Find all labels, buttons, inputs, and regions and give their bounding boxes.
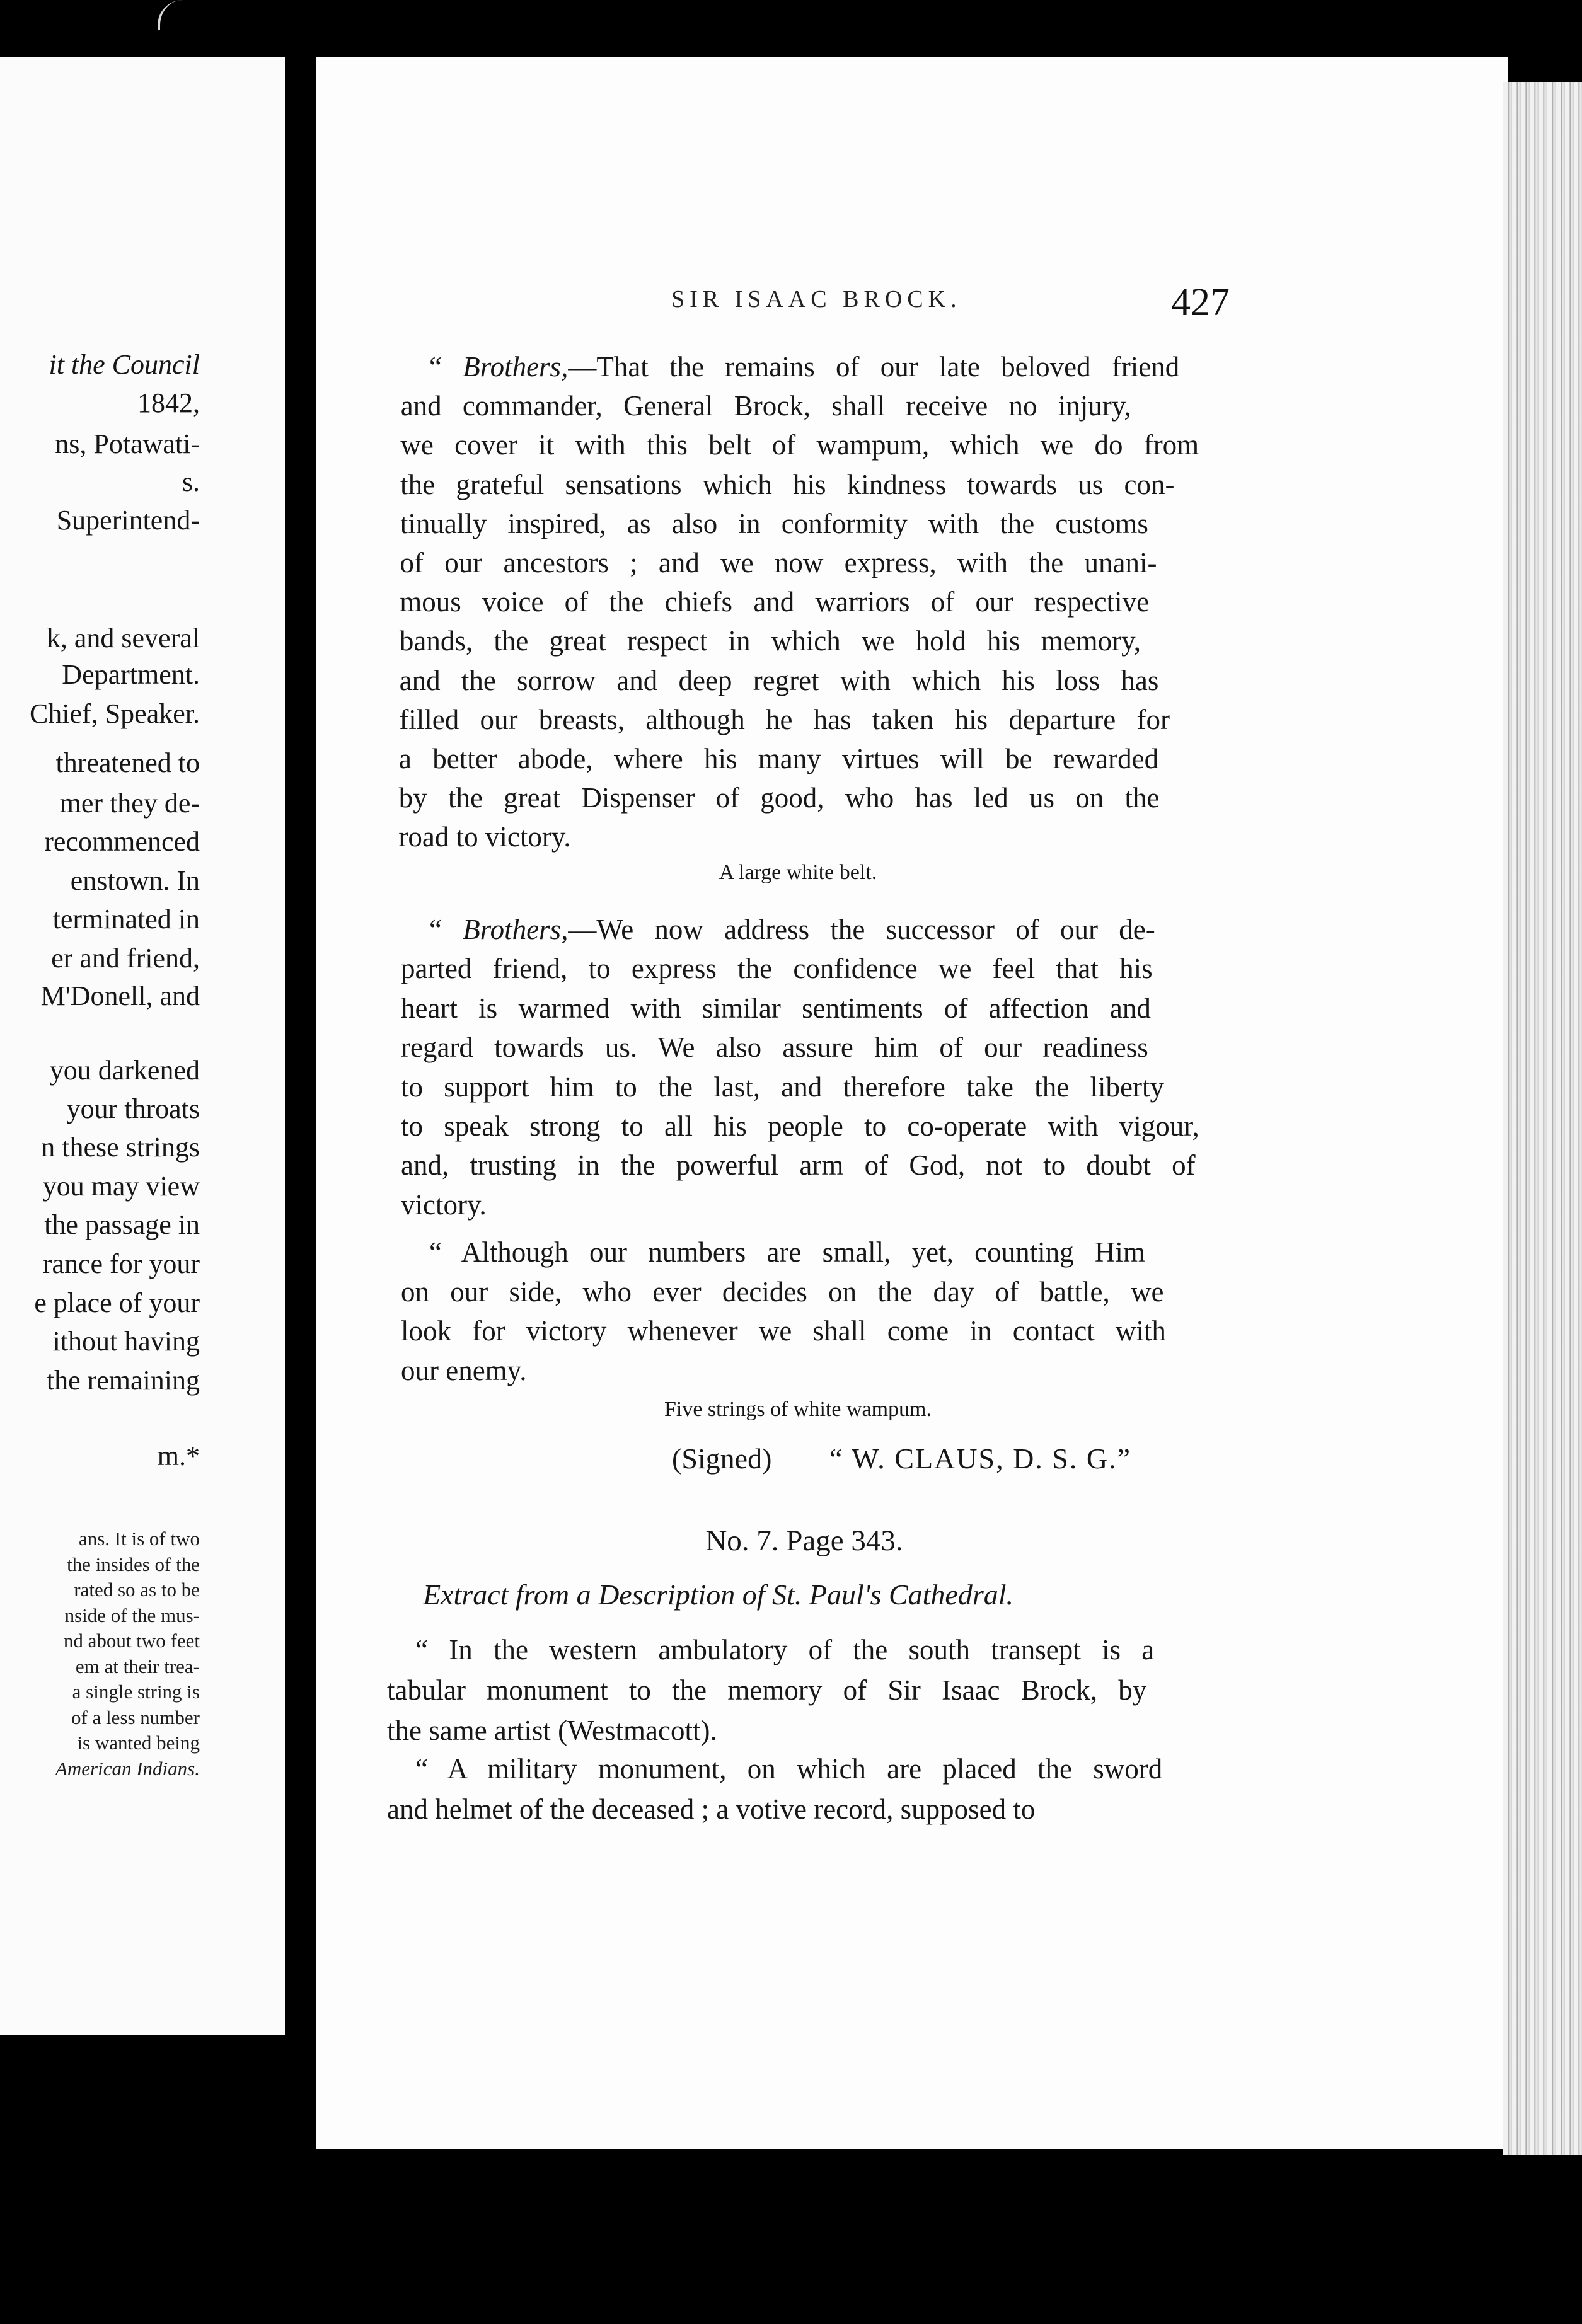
- left-page-line: ns, Potawati-: [55, 429, 200, 459]
- left-page-footnote-line: a single string is: [72, 1681, 200, 1703]
- text-run: look for victory whenever we shall come in contact with: [401, 1315, 1166, 1347]
- text-run: “ Although our numbers are small, yet, counting Him: [429, 1236, 1145, 1268]
- left-page-footnote-line: American Indians.: [55, 1757, 200, 1780]
- left-page-line: the passage in: [44, 1209, 200, 1240]
- text-line: [399, 703, 1170, 735]
- left-page-line: you darkened: [49, 1055, 200, 1086]
- text-run: mous voice of the chiefs and warriors of our respective: [400, 586, 1150, 618]
- text-run: —We now address the successor of our de-: [568, 914, 1155, 945]
- left-page-line: rance for your: [42, 1248, 200, 1279]
- left-page-line: terminated in: [52, 904, 200, 935]
- text-line: [400, 627, 1141, 655]
- text-run: tabular monument to the memory of Sir Isaac Brock, by: [387, 1674, 1147, 1706]
- text-run: filled our breasts, although he has taken his departure for: [399, 703, 1170, 735]
- left-page-line: M'Donell, and: [40, 981, 200, 1011]
- left-page-line: you may view: [42, 1171, 200, 1202]
- left-page-footnote-line: nside of the mus-: [64, 1604, 200, 1626]
- text-run: and, trusting in the powerful arm of God, not to doubt of: [401, 1149, 1196, 1182]
- caption-large-white-belt: A large white belt.: [719, 861, 877, 884]
- gutter: [285, 0, 316, 2324]
- text-run: victory.: [401, 1188, 487, 1221]
- text-run: and the sorrow and deep regret with which his loss has: [399, 664, 1159, 696]
- text-run: tinually inspired, as also in conformity with the customs: [400, 507, 1148, 539]
- text-line: [429, 1238, 1145, 1267]
- text-line: [401, 1073, 1164, 1102]
- left-page-footnote-line: rated so as to be: [74, 1579, 200, 1601]
- signed-label: (Signed): [672, 1442, 772, 1475]
- text-line: [401, 1317, 1166, 1345]
- text-line: [387, 1795, 1035, 1824]
- page-block-edge: [1503, 82, 1582, 2155]
- left-page-line: mer they de-: [59, 788, 200, 819]
- section-heading: No. 7. Page 343.: [705, 1524, 903, 1557]
- text-run: on our side, who ever decides on the day of battle, we: [401, 1275, 1164, 1308]
- text-line: [400, 588, 1149, 616]
- left-page-line: k, and several: [46, 623, 200, 653]
- text-line: [401, 1033, 1148, 1062]
- text-run: by the great Dispenser of good, who has led us on the: [398, 782, 1160, 814]
- text-line: [401, 994, 1151, 1023]
- text-line: [415, 1636, 1154, 1664]
- text-line: [399, 745, 1158, 773]
- italic-text: Brothers,: [463, 351, 569, 383]
- text-line: [401, 1151, 1196, 1180]
- left-page-line: enstown. In: [70, 865, 200, 896]
- text-run: the same artist (Westmacott).: [387, 1715, 717, 1746]
- left-page-line: Department.: [62, 659, 200, 690]
- text-run: to speak strong to all his people to co-operate with vigour,: [401, 1110, 1199, 1142]
- text-line: [401, 1275, 1164, 1308]
- left-page-line: Chief, Speaker.: [29, 698, 200, 729]
- extract-title: Extract from a Description of St. Paul's Cathedral.: [423, 1579, 1014, 1611]
- text-run: of our ancestors ; and we now express, with the unani-: [400, 547, 1157, 578]
- page-number: 427: [1171, 281, 1230, 324]
- text-line: [387, 1676, 1146, 1705]
- text-line: [415, 1755, 1162, 1783]
- text-line: [400, 549, 1157, 577]
- text-line: [401, 1354, 527, 1386]
- text-run: and commander, General Brock, shall receive no injury,: [400, 390, 1131, 422]
- signature: “ W. CLAUS, D. S. G.”: [829, 1442, 1132, 1475]
- left-page-line: Superintend-: [56, 505, 200, 536]
- text-line: [399, 664, 1159, 696]
- left-page-line: e place of your: [34, 1287, 200, 1318]
- text-line: [429, 353, 1179, 381]
- left-page-footnote-line: ans. It is of two: [78, 1527, 200, 1550]
- italic-text: Brothers,: [463, 914, 569, 945]
- left-page-line: recommenced: [44, 826, 200, 857]
- text-run: bands, the great respect in which we hold his memory,: [399, 625, 1141, 657]
- text-line: [399, 784, 1160, 812]
- text-run: regard towards us. We also assure him of our readiness: [401, 1032, 1148, 1064]
- text-run: road to victory.: [398, 821, 571, 853]
- text-line: [401, 1112, 1199, 1141]
- left-page-line: m.*: [157, 1441, 200, 1471]
- text-line: [398, 823, 570, 851]
- left-page: [0, 57, 285, 2035]
- left-page-line: ithout having: [52, 1326, 200, 1357]
- text-run: “ In the western ambulatory of the south transept is a: [415, 1634, 1155, 1665]
- text-run: “: [429, 351, 463, 383]
- text-run: to support him to the last, and therefore take the liberty: [401, 1071, 1164, 1103]
- text-line: [400, 507, 1148, 539]
- left-page-line: 1842,: [137, 388, 200, 418]
- text-line: [400, 431, 1199, 459]
- text-run: “ A military monument, on which are placed the sword: [415, 1753, 1163, 1785]
- left-page-line: n these strings: [41, 1132, 200, 1163]
- text-line: [401, 955, 1153, 983]
- text-run: —That the remains of our late beloved friend: [568, 351, 1180, 383]
- left-page-footnote-line: of a less number: [71, 1706, 200, 1729]
- text-run: and helmet of the deceased ; a votive record, supposed to: [387, 1793, 1036, 1825]
- text-run: heart is warmed with similar sentiments of affection and: [401, 992, 1151, 1024]
- text-run: our enemy.: [401, 1354, 527, 1386]
- text-run: parted friend, to express the confidence we feel that his: [401, 953, 1153, 985]
- left-page-line: it the Council: [49, 349, 200, 380]
- left-page-line: er and friend,: [51, 943, 200, 974]
- text-run: the grateful sensations which his kindness towards us con-: [400, 468, 1175, 500]
- text-line: [401, 1188, 487, 1221]
- left-page-footnote-line: em at their trea-: [75, 1655, 200, 1677]
- left-page-line: the remaining: [46, 1365, 200, 1396]
- text-line: [400, 468, 1175, 500]
- left-page-footnote-line: the insides of the: [67, 1553, 200, 1575]
- left-page-line: s.: [182, 466, 200, 497]
- left-page-line: threatened to: [55, 747, 200, 778]
- text-line: [387, 1717, 717, 1745]
- left-page-line: your throats: [66, 1093, 200, 1124]
- left-page-footnote-line: nd about two feet: [63, 1630, 200, 1652]
- text-run: “: [429, 914, 463, 945]
- text-line: [401, 392, 1131, 420]
- text-line: [429, 916, 1155, 944]
- crop-mark: [158, 0, 198, 30]
- left-page-footnote-line: is wanted being: [77, 1732, 200, 1754]
- caption-five-strings: Five strings of white wampum.: [664, 1398, 932, 1421]
- text-run: we cover it with this belt of wampum, which we do from: [400, 429, 1199, 461]
- running-head: SIR ISAAC BROCK.: [671, 286, 962, 313]
- text-run: a better abode, where his many virtues will be rewarded: [399, 743, 1159, 774]
